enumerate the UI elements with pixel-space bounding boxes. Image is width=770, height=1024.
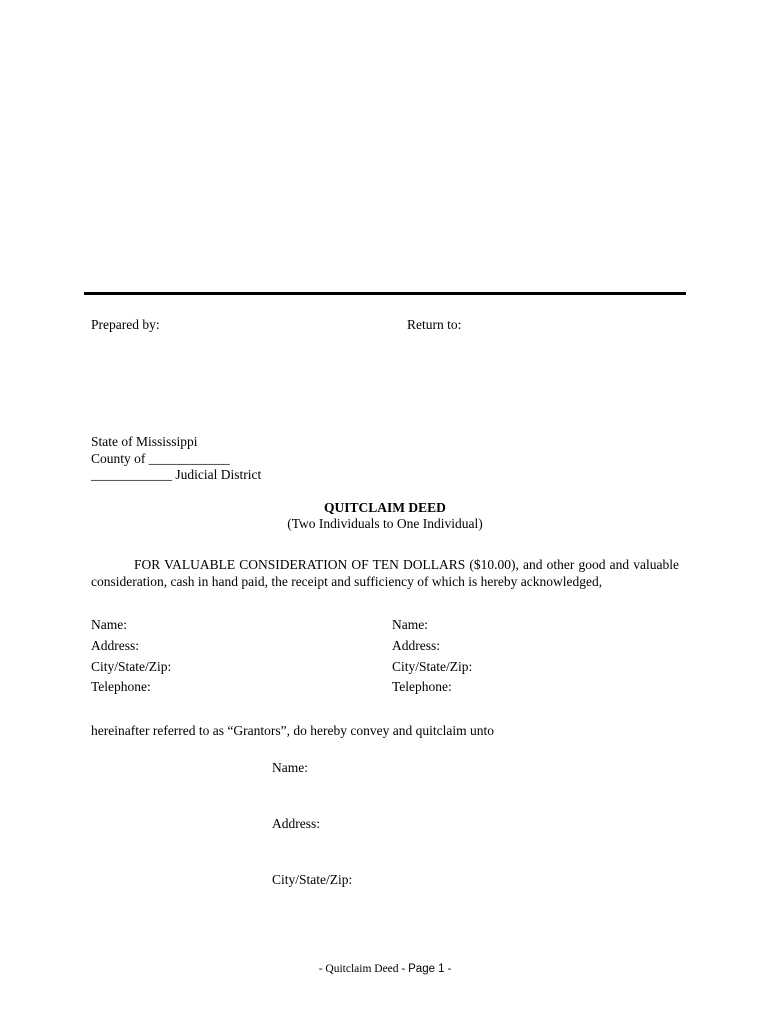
district-line: ____________ Judicial District (91, 467, 262, 482)
grantor-2-telephone: Telephone: (392, 679, 452, 694)
footer-doc-label: - Quitclaim Deed - (318, 963, 409, 975)
grantor-1-telephone: Telephone: (91, 679, 151, 694)
document-subtitle: (Two Individuals to One Individual) (287, 516, 483, 531)
grantor-2-city: City/State/Zip: (392, 659, 473, 674)
document-title: QUITCLAIM DEED (324, 500, 446, 515)
footer-page-number: Page 1 (408, 963, 445, 975)
state-line: State of Mississippi (91, 434, 198, 449)
grantor-1-address: Address: (91, 638, 139, 653)
prepared-by-label: Prepared by: (91, 317, 160, 332)
grantee-city: City/State/Zip: (272, 872, 353, 887)
conveyance-line: hereinafter referred to as “Grantors”, do hereby convey and quitclaim unto (91, 723, 494, 738)
county-line: County of ____________ (91, 451, 230, 466)
grantor-2-name: Name: (392, 617, 428, 632)
grantee-name: Name: (272, 760, 308, 775)
header-divider (84, 292, 686, 295)
consideration-paragraph: FOR VALUABLE CONSIDERATION OF TEN DOLLARS ($10.00), and other good and valuable consideration, cash in hand paid, the receipt and sufficiency of which is hereby acknowledged, (91, 557, 679, 589)
grantee-address: Address: (272, 816, 320, 831)
grantor-1-city: City/State/Zip: (91, 659, 172, 674)
grantor-2-address: Address: (392, 638, 440, 653)
footer-suffix: - (444, 963, 452, 975)
grantor-1-name: Name: (91, 617, 127, 632)
page-footer (0, 963, 770, 975)
return-to-label: Return to: (407, 317, 462, 332)
